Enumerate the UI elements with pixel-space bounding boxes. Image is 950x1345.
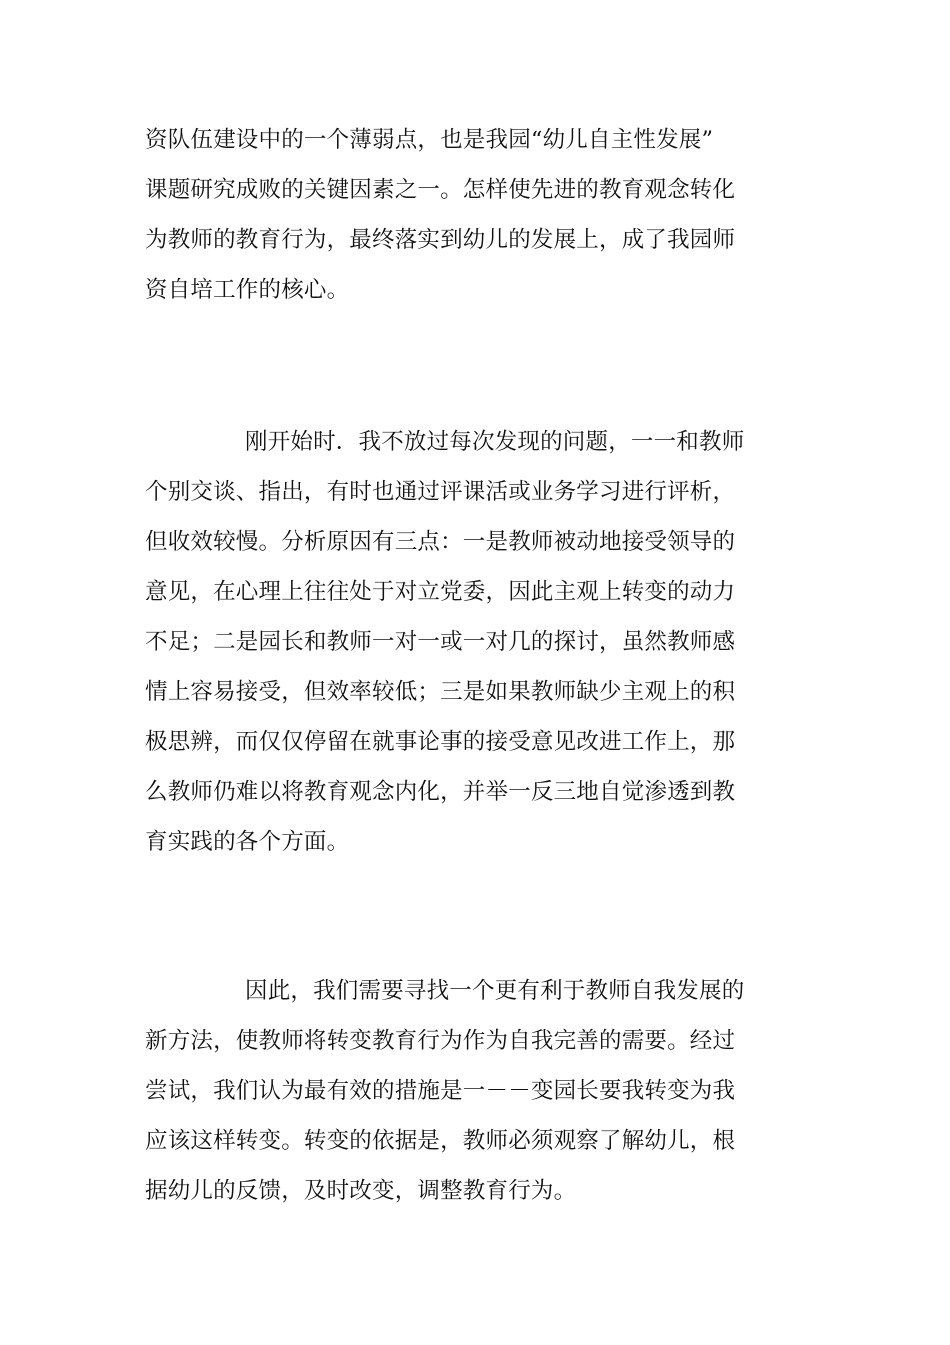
paragraph-line: 个别交谈、指出，有时也通过评课活或业务学习进行评析， (145, 479, 736, 505)
paragraph-line: 意见，在心理上往往处于对立党委，因此主观上转变的动力 (145, 579, 736, 605)
paragraph-line: 为教师的教育行为，最终落实到幼儿的发展上，成了我园师 (145, 227, 736, 253)
paragraph-line: 应该这样转变。转变的依据是，教师必须观察了解幼儿，根 (145, 1128, 736, 1154)
paragraph-line: 刚开始时．我不放过每次发现的问题，一一和教师 (245, 429, 745, 455)
paragraph-line: 育实践的各个方面。 (145, 829, 350, 855)
paragraph-3 (145, 966, 755, 1216)
paragraph-line: 资自培工作的核心。 (145, 277, 350, 303)
paragraph-line: 情上容易接受，但效率较低；三是如果教师缺少主观上的积 (145, 679, 736, 705)
paragraph-1 (145, 115, 755, 315)
paragraph-line: 么教师仍难以将教育观念内化，并举一反三地自觉渗透到教 (145, 779, 736, 805)
paragraph-2 (145, 417, 755, 867)
paragraph-line: 资队伍建设中的一个薄弱点，也是我园“幼儿自主性发展” (145, 127, 714, 153)
paragraph-line: 但收效较慢。分析原因有三点：一是教师被动地接受领导的 (145, 529, 736, 555)
paragraph-line: 课题研究成败的关键因素之一。怎样使先进的教育观念转化 (145, 177, 736, 203)
paragraph-line: 据幼儿的反馈，及时改变，调整教育行为。 (145, 1178, 577, 1204)
paragraph-line: 尝试，我们认为最有效的措施是一－－变园长要我转变为我 (145, 1078, 736, 1104)
paragraph-line: 不足；二是园长和教师一对一或一对几的探讨，虽然教师感 (145, 629, 736, 655)
paragraph-line: 极思辨，而仅仅停留在就事论事的接受意见改进工作上，那 (145, 729, 736, 755)
paragraph-line: 新方法，使教师将转变教育行为作为自我完善的需要。经过 (145, 1028, 736, 1054)
paragraph-line: 因此，我们需要寻找一个更有利于教师自我发展的 (245, 978, 745, 1004)
